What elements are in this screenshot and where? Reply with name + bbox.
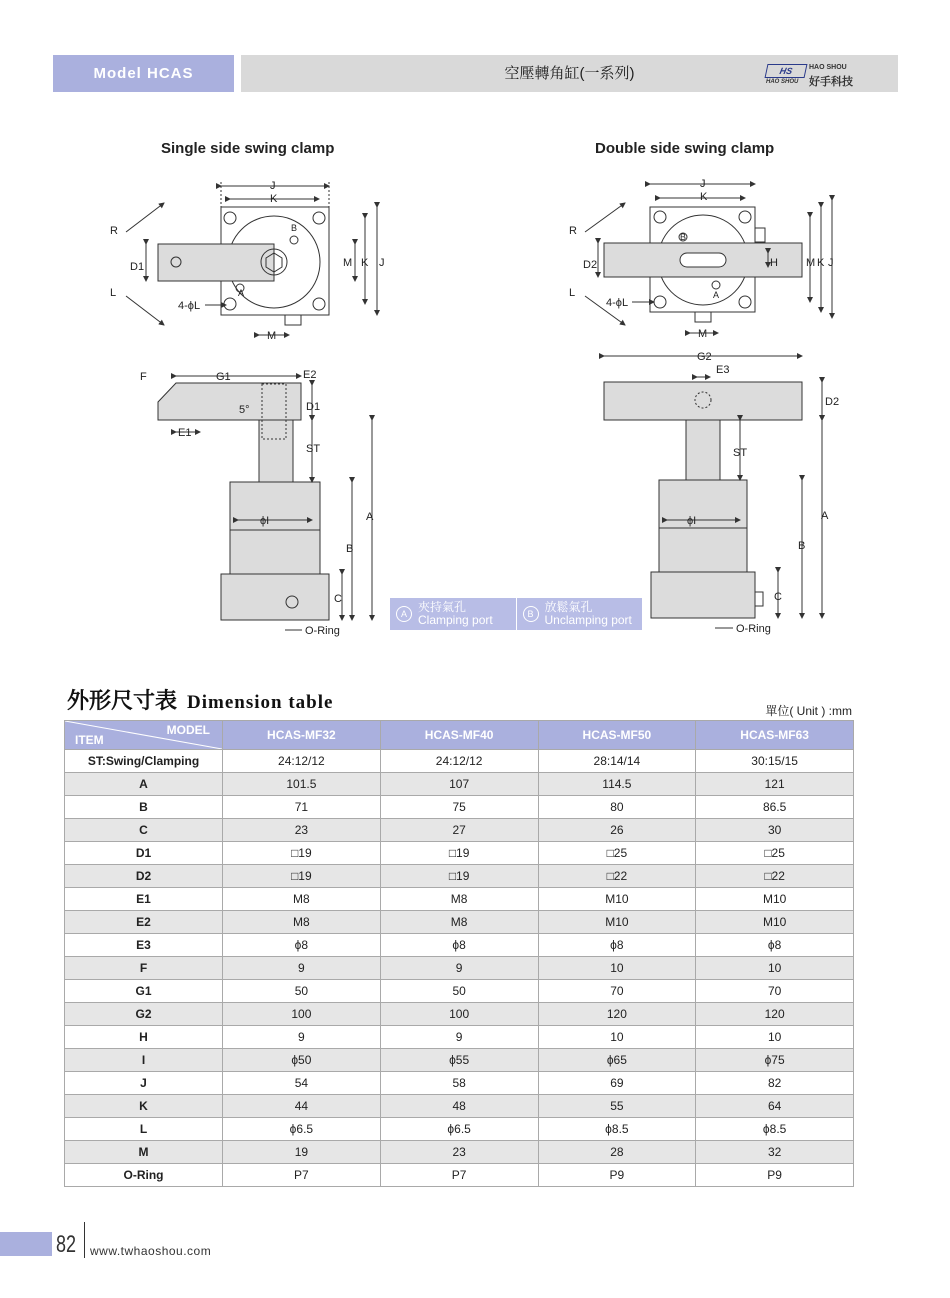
- table-row: [65, 957, 854, 980]
- dbl-port-b-label: B: [680, 232, 687, 242]
- table-cell: 100: [223, 1003, 381, 1026]
- table-cell: 71: [223, 796, 381, 819]
- table-cell: 107: [380, 773, 538, 796]
- dbl-label-l: L: [569, 287, 576, 299]
- dim-label-d1: D1: [130, 261, 145, 273]
- table-cell: 28: [538, 1141, 696, 1164]
- row-item-label: E2: [65, 911, 223, 934]
- row-item-label: D2: [65, 865, 223, 888]
- dbl-side-label-b: B: [798, 540, 806, 552]
- table-row: [65, 1164, 854, 1187]
- side-label-a: A: [366, 511, 374, 523]
- table-title-cn: 外形尺寸表: [67, 688, 178, 714]
- row-item-label: J: [65, 1072, 223, 1095]
- table-cell: 26: [538, 819, 696, 842]
- table-row: [65, 842, 854, 865]
- table-cell: □25: [538, 842, 696, 865]
- row-item-label: H: [65, 1026, 223, 1049]
- side-label-g1: G1: [216, 371, 231, 383]
- table-cell: ϕ50: [223, 1049, 381, 1072]
- legend-clamping-cn: 夾持氣孔: [418, 600, 467, 614]
- table-cell: 23: [223, 819, 381, 842]
- dim-label-l: L: [110, 287, 117, 299]
- table-row: [65, 1049, 854, 1072]
- dim-label-holes: 4-ϕL: [178, 300, 201, 312]
- table-cell: □19: [380, 842, 538, 865]
- table-cell: ϕ8: [380, 934, 538, 957]
- table-cell: 27: [380, 819, 538, 842]
- legend-unclamping-en: Unclamping port: [544, 613, 632, 627]
- table-cell: M10: [538, 888, 696, 911]
- dim-label-k2: K: [361, 257, 369, 269]
- table-row: [65, 750, 854, 773]
- table-cell: ϕ55: [380, 1049, 538, 1072]
- table-cell: □19: [380, 865, 538, 888]
- dbl-label-h: H: [770, 257, 778, 269]
- table-row: [65, 1026, 854, 1049]
- logo-brand-en-small: HAO SHOU: [766, 79, 799, 85]
- dbl-side-label-e3: E3: [716, 364, 730, 376]
- table-row: [65, 1141, 854, 1164]
- footer-divider: [84, 1222, 85, 1258]
- table-row: [65, 911, 854, 934]
- table-cell: M10: [696, 888, 854, 911]
- dimension-table: [64, 720, 854, 1187]
- legend-unclamping-port: [516, 598, 643, 630]
- table-cell: 69: [538, 1072, 696, 1095]
- row-item-label: ST:Swing/Clamping: [65, 750, 223, 773]
- table-cell: 9: [380, 1026, 538, 1049]
- dim-label-m: M: [343, 257, 353, 269]
- table-cell: M8: [223, 911, 381, 934]
- table-cell: □25: [696, 842, 854, 865]
- logo-badge: HS: [765, 64, 808, 78]
- table-cell: 58: [380, 1072, 538, 1095]
- table-header-row: [65, 721, 854, 750]
- dbl-side-label-i: ϕI: [687, 515, 697, 527]
- row-item-label: L: [65, 1118, 223, 1141]
- table-cell: 70: [538, 980, 696, 1003]
- port-a-label: A: [238, 288, 245, 298]
- table-corner-cell: [65, 721, 223, 750]
- table-cell: M8: [380, 888, 538, 911]
- table-cell: 10: [538, 957, 696, 980]
- dbl-label-r: R: [569, 225, 577, 237]
- table-cell: 23: [380, 1141, 538, 1164]
- table-cell: M8: [223, 888, 381, 911]
- dbl-label-holes: 4-ϕL: [606, 297, 629, 309]
- row-item-label: E3: [65, 934, 223, 957]
- side-label-st: ST: [306, 443, 321, 455]
- table-cell: 86.5: [696, 796, 854, 819]
- table-cell: 75: [380, 796, 538, 819]
- table-row: [65, 1118, 854, 1141]
- page-number-bar: [0, 1232, 52, 1256]
- table-row: [65, 819, 854, 842]
- dbl-label-k2: K: [817, 257, 825, 269]
- double-top-view: [585, 184, 832, 333]
- row-item-label: F: [65, 957, 223, 980]
- table-row: [65, 773, 854, 796]
- table-cell: □22: [538, 865, 696, 888]
- dbl-side-label-c: C: [774, 591, 782, 603]
- side-label-i: ϕI: [260, 515, 270, 527]
- side-label-angle: 5°: [239, 404, 250, 416]
- table-cell: □22: [696, 865, 854, 888]
- side-label-d1: D1: [306, 401, 321, 413]
- port-legend: [390, 598, 642, 630]
- unit-label: 單位( Unit ) :mm: [765, 704, 852, 718]
- row-item-label: B: [65, 796, 223, 819]
- table-cell: 9: [223, 957, 381, 980]
- table-row: [65, 1003, 854, 1026]
- side-label-e1: E1: [178, 427, 192, 439]
- model-label: Model HCAS: [53, 55, 234, 92]
- legend-clamping-port: [390, 598, 516, 630]
- table-cell: 24:12/12: [223, 750, 381, 773]
- table-cell: 28:14/14: [538, 750, 696, 773]
- legend-unclamping-cn: 放鬆氣孔: [544, 600, 593, 614]
- dbl-side-label-a: A: [821, 510, 829, 522]
- single-clamp-caption: Single side swing clamp: [161, 140, 335, 157]
- table-cell: 44: [223, 1095, 381, 1118]
- dim-label-m-bottom: M: [267, 330, 277, 342]
- table-cell: 50: [223, 980, 381, 1003]
- table-cell: 54: [223, 1072, 381, 1095]
- website-url: www.twhaoshou.com: [90, 1244, 212, 1258]
- table-cell: M10: [538, 911, 696, 934]
- table-cell: 9: [380, 957, 538, 980]
- table-cell: ϕ65: [538, 1049, 696, 1072]
- row-item-label: G2: [65, 1003, 223, 1026]
- table-cell: 120: [696, 1003, 854, 1026]
- table-title-en: Dimension table: [187, 692, 334, 713]
- table-cell: ϕ8.5: [538, 1118, 696, 1141]
- row-item-label: A: [65, 773, 223, 796]
- table-row: [65, 980, 854, 1003]
- table-cell: □19: [223, 865, 381, 888]
- dbl-port-a-label: A: [713, 290, 720, 300]
- dbl-label-m-bottom: M: [698, 328, 708, 340]
- column-header: HCAS-MF63: [696, 721, 854, 750]
- side-label-oring: O-Ring: [305, 625, 340, 637]
- dim-label-j: J: [270, 180, 276, 192]
- dbl-label-d2: D2: [583, 259, 598, 271]
- column-header: HCAS-MF50: [538, 721, 696, 750]
- row-item-label: M: [65, 1141, 223, 1164]
- table-row: [65, 865, 854, 888]
- dim-label-k: K: [270, 193, 278, 205]
- table-cell: P7: [223, 1164, 381, 1187]
- side-label-e2: E2: [303, 369, 317, 381]
- table-cell: P9: [696, 1164, 854, 1187]
- page-title: 空壓轉角缸(一系列): [504, 65, 635, 82]
- table-cell: 80: [538, 796, 696, 819]
- legend-badge-a: A: [396, 606, 412, 622]
- single-top-view: [126, 182, 377, 335]
- table-cell: 101.5: [223, 773, 381, 796]
- legend-clamping-en: Clamping port: [418, 613, 493, 627]
- dbl-label-j: J: [700, 178, 706, 190]
- table-cell: 30:15/15: [696, 750, 854, 773]
- row-item-label: K: [65, 1095, 223, 1118]
- dim-label-r: R: [110, 225, 118, 237]
- table-body: [65, 750, 854, 1187]
- table-cell: 64: [696, 1095, 854, 1118]
- table-cell: ϕ8: [538, 934, 696, 957]
- row-item-label: G1: [65, 980, 223, 1003]
- dbl-side-label-oring: O-Ring: [736, 623, 771, 635]
- dbl-side-label-d2: D2: [825, 396, 840, 408]
- row-item-label: O-Ring: [65, 1164, 223, 1187]
- logo-brand-cn: 好手科技: [809, 76, 853, 88]
- table-cell: □19: [223, 842, 381, 865]
- page-number: 82: [56, 1231, 77, 1258]
- table-cell: ϕ8: [696, 934, 854, 957]
- table-cell: 10: [538, 1026, 696, 1049]
- double-side-view: [604, 356, 822, 628]
- row-item-label: D1: [65, 842, 223, 865]
- table-cell: 48: [380, 1095, 538, 1118]
- dbl-label-j2: J: [828, 257, 834, 269]
- table-cell: 10: [696, 1026, 854, 1049]
- table-cell: 55: [538, 1095, 696, 1118]
- double-clamp-caption: Double side swing clamp: [595, 140, 775, 157]
- table-cell: 121: [696, 773, 854, 796]
- table-row: [65, 1072, 854, 1095]
- table-cell: 82: [696, 1072, 854, 1095]
- row-item-label: E1: [65, 888, 223, 911]
- table-cell: P9: [538, 1164, 696, 1187]
- table-cell: ϕ6.5: [223, 1118, 381, 1141]
- table-cell: ϕ6.5: [380, 1118, 538, 1141]
- table-cell: M10: [696, 911, 854, 934]
- table-cell: 9: [223, 1026, 381, 1049]
- table-cell: 114.5: [538, 773, 696, 796]
- corner-model-label: MODEL: [166, 723, 210, 737]
- dbl-side-label-st: ST: [733, 447, 748, 459]
- table-cell: P7: [380, 1164, 538, 1187]
- row-item-label: C: [65, 819, 223, 842]
- side-label-f: F: [140, 371, 147, 383]
- table-cell: M8: [380, 911, 538, 934]
- table-cell: 30: [696, 819, 854, 842]
- table-row: [65, 934, 854, 957]
- logo-brand-en: HAO SHOU: [809, 64, 847, 71]
- legend-badge-b: B: [523, 606, 539, 622]
- dbl-label-k: K: [700, 191, 708, 203]
- dim-label-j2: J: [379, 257, 385, 269]
- table-cell: ϕ8.5: [696, 1118, 854, 1141]
- dbl-label-m: M: [806, 257, 816, 269]
- table-cell: 100: [380, 1003, 538, 1026]
- port-b-label: B: [291, 223, 298, 233]
- table-cell: ϕ75: [696, 1049, 854, 1072]
- column-header: HCAS-MF40: [380, 721, 538, 750]
- side-label-b: B: [346, 543, 354, 555]
- corner-item-label: ITEM: [75, 733, 104, 747]
- table-cell: 24:12/12: [380, 750, 538, 773]
- single-side-view: [158, 376, 372, 630]
- table-row: [65, 1095, 854, 1118]
- table-cell: 70: [696, 980, 854, 1003]
- table-cell: 120: [538, 1003, 696, 1026]
- dbl-side-label-g2: G2: [697, 351, 712, 363]
- table-cell: ϕ8: [223, 934, 381, 957]
- side-label-c: C: [334, 593, 342, 605]
- column-header: HCAS-MF32: [223, 721, 381, 750]
- row-item-label: I: [65, 1049, 223, 1072]
- table-cell: 19: [223, 1141, 381, 1164]
- table-row: [65, 796, 854, 819]
- table-row: [65, 888, 854, 911]
- table-cell: 50: [380, 980, 538, 1003]
- table-cell: 10: [696, 957, 854, 980]
- table-title: [67, 684, 333, 715]
- table-cell: 32: [696, 1141, 854, 1164]
